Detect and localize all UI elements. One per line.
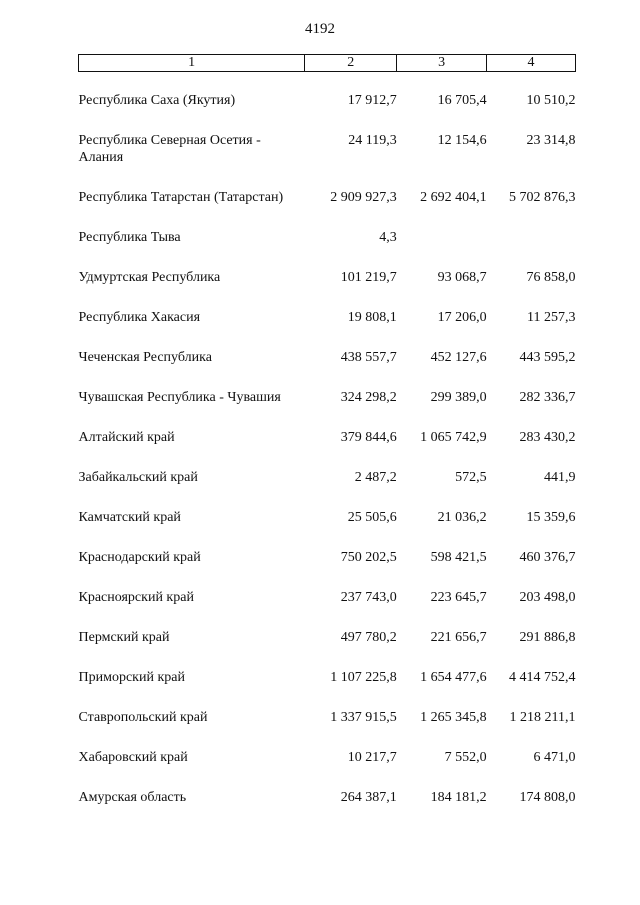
table-row [79, 629, 576, 669]
value-col2-cell: 379 844,6 [340, 430, 397, 445]
region-name-cell: Республика Саха (Якутия) [78, 93, 236, 108]
value-col3-cell: 17 206,0 [437, 310, 487, 325]
value-col2-cell: 324 298,2 [340, 390, 397, 405]
table-row [79, 269, 576, 309]
value-col3-cell: 598 421,5 [430, 550, 487, 565]
value-col2-cell: 1 107 225,8 [330, 670, 397, 685]
region-name-cell: Республика Северная Осетия - Алания [78, 133, 261, 165]
region-name-cell: Амурская область [78, 790, 187, 805]
value-col4-cell: 441,9 [544, 470, 576, 485]
value-col3-cell: 16 705,4 [437, 93, 487, 108]
region-name-cell: Чеченская Республика [78, 350, 212, 365]
value-col2-cell: 237 743,0 [340, 590, 397, 605]
value-col4-cell: 291 886,8 [519, 630, 576, 645]
table-row [79, 72, 576, 133]
region-name-cell: Алтайский край [78, 430, 175, 445]
region-name-cell: Хабаровский край [78, 750, 188, 765]
value-col2-cell: 1 337 915,5 [330, 710, 397, 725]
value-col2-cell: 19 808,1 [347, 310, 397, 325]
value-col3-cell: 21 036,2 [437, 510, 487, 525]
column-header-2: 2 [305, 55, 397, 72]
column-header-4: 4 [487, 55, 576, 72]
value-col4-cell: 443 595,2 [519, 350, 576, 365]
value-col4-cell: 10 510,2 [526, 93, 576, 108]
table-row [79, 709, 576, 749]
region-name-cell: Краснодарский край [78, 550, 201, 565]
table-row [79, 589, 576, 629]
region-name-cell: Камчатский край [78, 510, 181, 525]
value-col4-cell [487, 229, 576, 269]
value-col4-cell: 282 336,7 [519, 390, 576, 405]
value-col3-cell: 221 656,7 [430, 630, 487, 645]
value-col3-cell: 223 645,7 [430, 590, 487, 605]
data-table [78, 54, 576, 829]
region-name-cell: Республика Татарстан (Татарстан) [78, 190, 284, 205]
table-row [79, 229, 576, 269]
table-row [79, 749, 576, 789]
region-name-cell: Приморский край [78, 670, 185, 685]
value-col3-cell: 184 181,2 [430, 790, 487, 805]
value-col4-cell: 15 359,6 [526, 510, 576, 525]
table-row [79, 669, 576, 709]
table-row [79, 549, 576, 589]
table-body [79, 72, 576, 830]
region-name-cell: Забайкальский край [78, 470, 198, 485]
value-col2-cell: 25 505,6 [347, 510, 397, 525]
value-col2-cell: 2 909 927,3 [330, 190, 397, 205]
region-name-cell: Республика Хакасия [78, 310, 201, 325]
region-name-cell: Красноярский край [78, 590, 194, 605]
value-col4-cell: 11 257,3 [527, 310, 576, 325]
column-header-3: 3 [397, 55, 487, 72]
region-name-cell: Республика Тыва [78, 230, 181, 245]
table-row [79, 789, 576, 829]
value-col3-cell: 7 552,0 [444, 750, 487, 765]
value-col3-cell: 2 692 404,1 [420, 190, 487, 205]
value-col2-cell: 2 487,2 [354, 470, 397, 485]
table-row [79, 509, 576, 549]
table-row [79, 349, 576, 389]
region-name-cell: Чувашская Республика - Чувашия [78, 390, 281, 405]
value-col4-cell: 283 430,2 [519, 430, 576, 445]
region-name-cell: Ставропольский край [78, 710, 208, 725]
page-number: 4192 [305, 21, 335, 37]
value-col2-cell: 750 202,5 [340, 550, 397, 565]
value-col3-cell: 452 127,6 [430, 350, 487, 365]
value-col4-cell: 460 376,7 [519, 550, 576, 565]
table-row [79, 429, 576, 469]
value-col2-cell: 497 780,2 [340, 630, 397, 645]
column-header-1: 1 [79, 55, 305, 72]
value-col2-cell: 10 217,7 [347, 750, 397, 765]
value-col3-cell: 93 068,7 [437, 270, 487, 285]
value-col4-cell: 5 702 876,3 [509, 190, 576, 205]
table-row [79, 132, 576, 189]
value-col2-cell: 4,3 [379, 230, 397, 245]
value-col4-cell: 4 414 752,4 [509, 670, 576, 685]
region-name-cell: Пермский край [78, 630, 170, 645]
value-col4-cell: 23 314,8 [526, 133, 576, 148]
table-row [79, 189, 576, 229]
table-row [79, 309, 576, 349]
value-col2-cell: 24 119,3 [348, 133, 397, 148]
region-name-cell: Удмуртская Республика [78, 270, 221, 285]
value-col3-cell: 299 389,0 [430, 390, 487, 405]
value-col3-cell: 12 154,6 [437, 133, 487, 148]
table-row [79, 469, 576, 509]
value-col2-cell: 438 557,7 [340, 350, 397, 365]
value-col3-cell: 1 065 742,9 [420, 430, 487, 445]
value-col2-cell: 17 912,7 [347, 93, 397, 108]
value-col3-cell: 1 654 477,6 [420, 670, 487, 685]
value-col4-cell: 203 498,0 [519, 590, 576, 605]
value-col2-cell: 264 387,1 [340, 790, 397, 805]
header-row [79, 55, 576, 72]
value-col4-cell: 76 858,0 [526, 270, 576, 285]
value-col4-cell: 1 218 211,1 [509, 710, 576, 725]
table-row [79, 389, 576, 429]
value-col4-cell: 6 471,0 [533, 750, 576, 765]
value-col3-cell: 572,5 [455, 470, 487, 485]
value-col3-cell: 1 265 345,8 [420, 710, 487, 725]
value-col3-cell [397, 229, 487, 269]
value-col4-cell: 174 808,0 [519, 790, 576, 805]
value-col2-cell: 101 219,7 [340, 270, 397, 285]
